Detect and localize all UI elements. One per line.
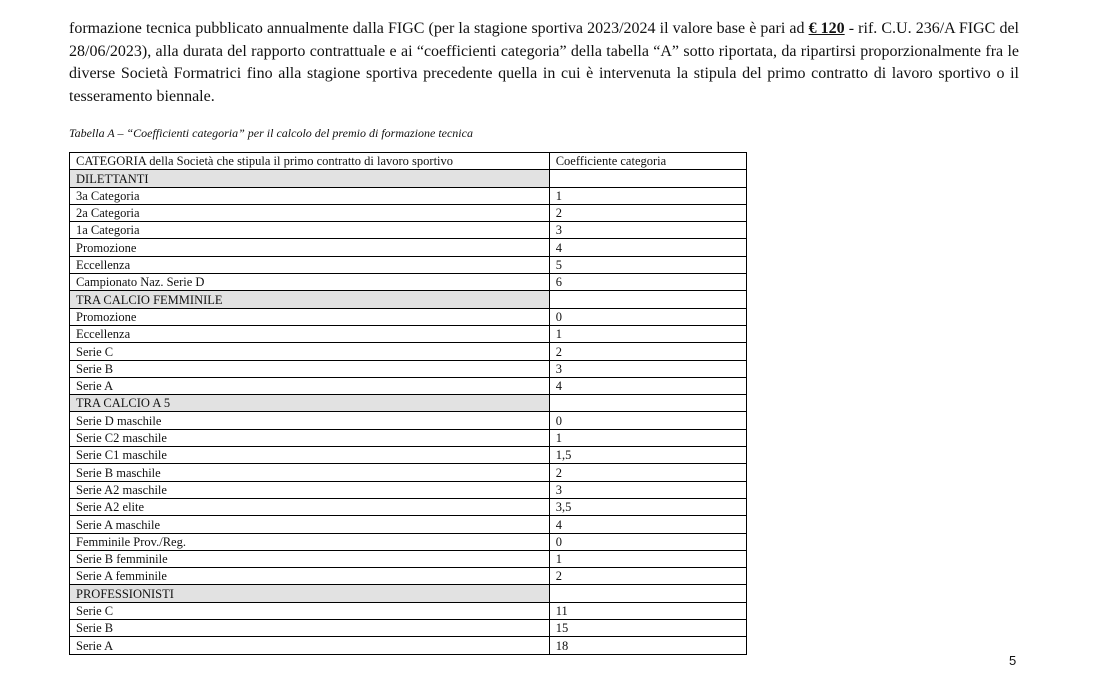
- table-row: [70, 274, 747, 291]
- category-cell: Serie A2 maschile: [70, 481, 550, 498]
- base-amount: € 120: [808, 20, 845, 37]
- category-cell: Eccellenza: [70, 325, 550, 342]
- category-cell: Serie A: [70, 377, 550, 394]
- coefficient-cell: 4: [549, 516, 746, 533]
- table-row: [70, 637, 747, 654]
- coefficient-cell: 1: [549, 325, 746, 342]
- table-row: [70, 308, 747, 325]
- table-row: [70, 429, 747, 446]
- category-cell: Serie B: [70, 360, 550, 377]
- table-row: [70, 533, 747, 550]
- table-row: [70, 516, 747, 533]
- coefficient-cell: 3: [549, 222, 746, 239]
- coefficient-cell: 1: [549, 187, 746, 204]
- table-row: [70, 325, 747, 342]
- coefficient-cell: 3: [549, 481, 746, 498]
- category-cell: Serie A femminile: [70, 568, 550, 585]
- table-row: [70, 377, 747, 394]
- coefficient-cell: 2: [549, 568, 746, 585]
- category-cell: 3a Categoria: [70, 187, 550, 204]
- table-section-row: [70, 395, 747, 412]
- header-coefficient: Coefficiente categoria: [549, 153, 746, 170]
- section-label: TRA CALCIO FEMMINILE: [70, 291, 550, 308]
- coefficient-cell: [549, 170, 746, 187]
- category-cell: Serie A maschile: [70, 516, 550, 533]
- coefficient-cell: 11: [549, 602, 746, 619]
- coefficient-cell: 4: [549, 377, 746, 394]
- category-cell: 2a Categoria: [70, 204, 550, 221]
- coefficient-cell: 15: [549, 620, 746, 637]
- table-row: [70, 239, 747, 256]
- coefficient-cell: 0: [549, 412, 746, 429]
- paragraph-text-after: - rif. C.U. 236/A FIGC del 28/06/2023), alla durata del rapporto contrattuale e ai “coefficienti categoria” della tabella “A” sotto riportata, da ripartirsi proporzionalmente fra le diverse Società Formatrici fino alla stagione sportiva precedente quella in cui è intervenuta la stipula del primo contratto di lavoro sportivo o il tesseramento biennale.: [69, 20, 1019, 105]
- table-row: [70, 498, 747, 515]
- category-cell: Promozione: [70, 308, 550, 325]
- coefficient-cell: 1: [549, 550, 746, 567]
- coefficient-cell: [549, 395, 746, 412]
- table-row: [70, 204, 747, 221]
- coefficient-cell: 2: [549, 204, 746, 221]
- table-header-row: [70, 153, 747, 170]
- table-row: [70, 187, 747, 204]
- table-row: [70, 343, 747, 360]
- table-row: [70, 464, 747, 481]
- coefficient-cell: 0: [549, 533, 746, 550]
- coefficient-cell: 6: [549, 274, 746, 291]
- category-cell: 1a Categoria: [70, 222, 550, 239]
- coefficient-cell: 3,5: [549, 498, 746, 515]
- category-cell: Serie C: [70, 343, 550, 360]
- table-row: [70, 447, 747, 464]
- table-row: [70, 620, 747, 637]
- table-row: [70, 412, 747, 429]
- section-label: TRA CALCIO A 5: [70, 395, 550, 412]
- coefficient-cell: 5: [549, 256, 746, 273]
- coefficient-cell: 0: [549, 308, 746, 325]
- coefficient-cell: 3: [549, 360, 746, 377]
- paragraph-text-before: formazione tecnica pubblicato annualmente dalla FIGC (per la stagione sportiva 2023/2024 il valore base è pari ad: [69, 20, 809, 37]
- coefficient-cell: 1: [549, 429, 746, 446]
- category-cell: Serie A: [70, 637, 550, 654]
- category-cell: Serie A2 elite: [70, 498, 550, 515]
- coefficient-cell: 2: [549, 343, 746, 360]
- category-cell: Femminile Prov./Reg.: [70, 533, 550, 550]
- page-number: 5: [1009, 653, 1017, 668]
- table-row: [70, 550, 747, 567]
- category-cell: Serie B maschile: [70, 464, 550, 481]
- section-label: PROFESSIONISTI: [70, 585, 550, 602]
- table-row: [70, 568, 747, 585]
- table-row: [70, 256, 747, 273]
- category-cell: Promozione: [70, 239, 550, 256]
- section-label: DILETTANTI: [70, 170, 550, 187]
- header-category: CATEGORIA della Società che stipula il primo contratto di lavoro sportivo: [70, 153, 550, 170]
- category-cell: Serie C2 maschile: [70, 429, 550, 446]
- category-cell: Serie D maschile: [70, 412, 550, 429]
- table-section-row: [70, 170, 747, 187]
- coefficient-cell: [549, 585, 746, 602]
- table-row: [70, 360, 747, 377]
- category-cell: Campionato Naz. Serie D: [70, 274, 550, 291]
- category-cell: Serie C1 maschile: [70, 447, 550, 464]
- table-section-row: [70, 585, 747, 602]
- table-row: [70, 481, 747, 498]
- coefficients-table: [69, 152, 747, 655]
- coefficient-cell: [549, 291, 746, 308]
- coefficient-cell: 1,5: [549, 447, 746, 464]
- table-caption: Tabella A – “Coefficienti categoria” per il calcolo del premio di formazione tecnica: [69, 126, 473, 140]
- category-cell: Eccellenza: [70, 256, 550, 273]
- table-row: [70, 602, 747, 619]
- coefficient-cell: 4: [549, 239, 746, 256]
- table-row: [70, 222, 747, 239]
- body-paragraph: [69, 18, 1019, 108]
- table-section-row: [70, 291, 747, 308]
- category-cell: Serie C: [70, 602, 550, 619]
- coefficient-cell: 2: [549, 464, 746, 481]
- coefficient-cell: 18: [549, 637, 746, 654]
- category-cell: Serie B femminile: [70, 550, 550, 567]
- category-cell: Serie B: [70, 620, 550, 637]
